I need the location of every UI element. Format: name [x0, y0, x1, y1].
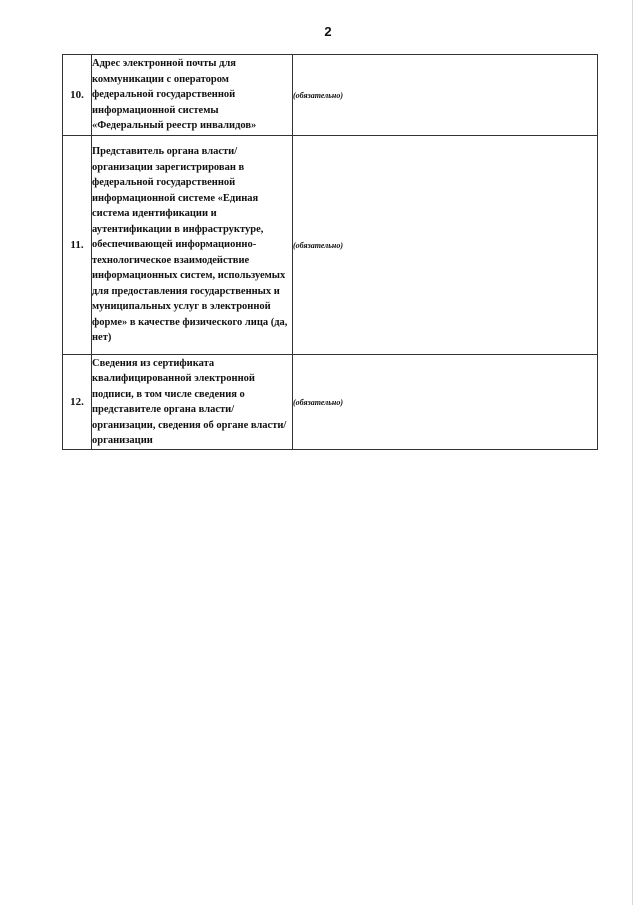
row-number: 12.: [63, 355, 92, 450]
table-row: [63, 136, 598, 355]
table-row: [63, 55, 598, 136]
row-label: Сведения из сертификата квалифицированной электронной подписи, в том числе сведения о представителе органа власти/организации, сведения об органе власти/организации: [92, 355, 293, 450]
row-number: 11.: [63, 136, 92, 355]
row-value: (обязательно): [293, 136, 598, 355]
page-number: 2: [324, 24, 332, 39]
row-label: Представитель органа власти/организации зарегистрирован в федеральной государственной информационной системе «Единая система идентификации и аутентификации в инфраструктуре, обеспечивающей информационно-технологическое взаимодействие информационных систем, используемых для предоставления государственных и муниципальных услуг в электронной форме» в качестве физического лица (да, нет): [92, 136, 293, 355]
row-number: 10.: [63, 55, 92, 136]
form-table: [62, 54, 598, 450]
row-value: (обязательно): [293, 55, 598, 136]
row-label: Адрес электронной почты для коммуникации с оператором федеральной государственной информационной системы «Федеральный реестр инвалидов»: [92, 55, 293, 136]
scan-edge: [632, 0, 633, 905]
row-value: (обязательно): [293, 355, 598, 450]
table-row: [63, 355, 598, 450]
